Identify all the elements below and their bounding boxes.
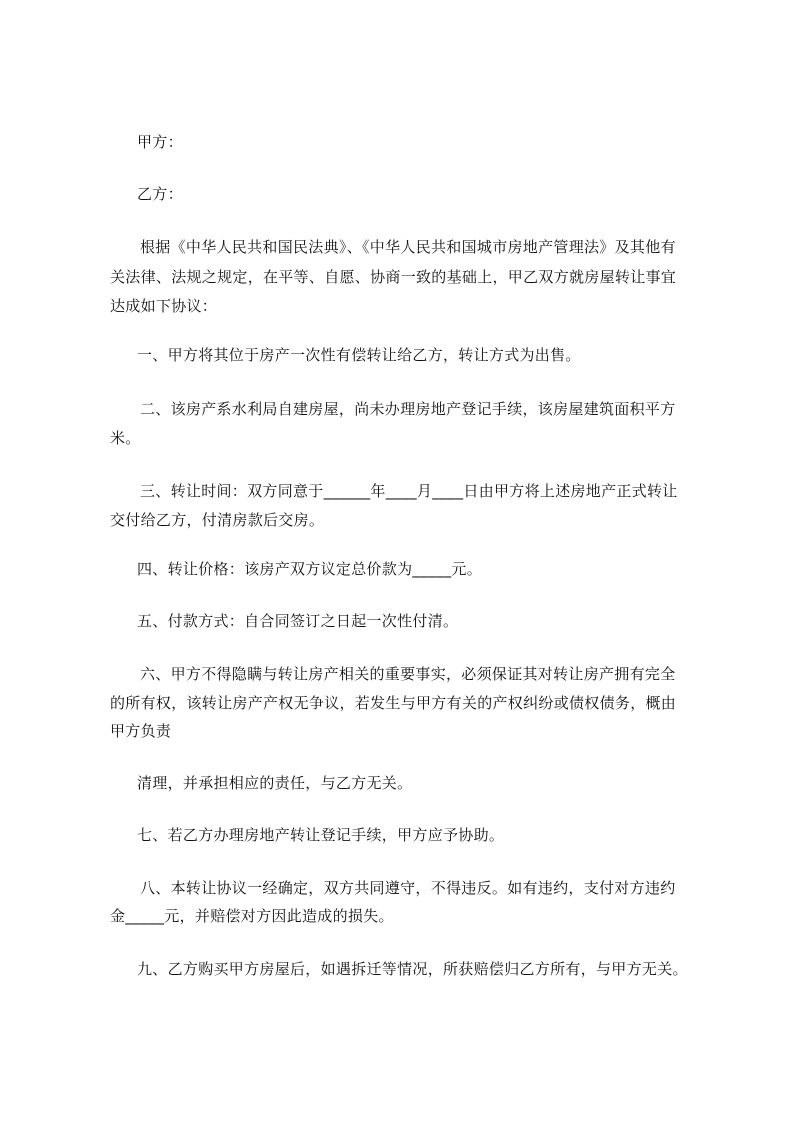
- intro-line-2: 关法律、法规之规定，在平等、自愿、协商一致的基础上，甲乙双方就房屋转让事宜: [110, 268, 677, 286]
- clause-2-line-2: 米。: [110, 429, 141, 447]
- clause-3-line-2: 交付给乙方，付清房款后交房。: [110, 511, 325, 529]
- clause-8-line-1: 八、本转让协议一经确定，双方共同遵守，不得违反。如有违约，支付对方违约: [140, 879, 676, 897]
- intro-line-3: 达成如下协议：: [110, 297, 218, 315]
- clause-1-line-1: 一、甲方将其位于房产一次性有偿转让给乙方，转让方式为出售。: [137, 346, 581, 364]
- clause-6-line-3: 甲方负责: [110, 722, 172, 740]
- clause-4-line-1: 四、转让价格：该房产双方议定总价款为_____元。: [137, 560, 483, 578]
- party-a-label: 甲方：: [137, 133, 183, 151]
- clause-6-line-1: 六、甲方不得隐瞒与转让房产相关的重要事实，必须保证其对转让房产拥有完全: [140, 665, 676, 683]
- clause-2-line-1: 二、该房产系水利局自建房屋，尚未办理房地产登记手续，该房屋建筑面积平方: [140, 400, 676, 418]
- clause-8-line-2: 金_____元，并赔偿对方因此造成的损失。: [110, 907, 394, 925]
- clause-5-line-1: 五、付款方式：自合同签订之日起一次性付清。: [137, 612, 459, 630]
- party-b-label: 乙方：: [137, 185, 183, 203]
- clause-6-line-4: 清理，并承担相应的责任，与乙方无关。: [137, 774, 413, 792]
- clause-7-line-1: 七、若乙方办理房地产转让登记手续，甲方应予协助。: [137, 826, 505, 844]
- clause-6-line-2: 的所有权，该转让房产产权无争议，若发生与甲方有关的产权纠纷或债权债务，概由: [110, 694, 677, 712]
- clause-3-line-1: 三、转让时间：双方同意于______年____月____日由甲方将上述房地产正式转让: [140, 482, 678, 500]
- intro-line-1: 根据《中华人民共和国民法典》、《中华人民共和国城市房地产管理法》及其他有: [140, 238, 676, 256]
- clause-9-line-1: 九、乙方购买甲方房屋后，如遇拆迁等情况，所获赔偿归乙方所有，与甲方无关。: [137, 960, 688, 978]
